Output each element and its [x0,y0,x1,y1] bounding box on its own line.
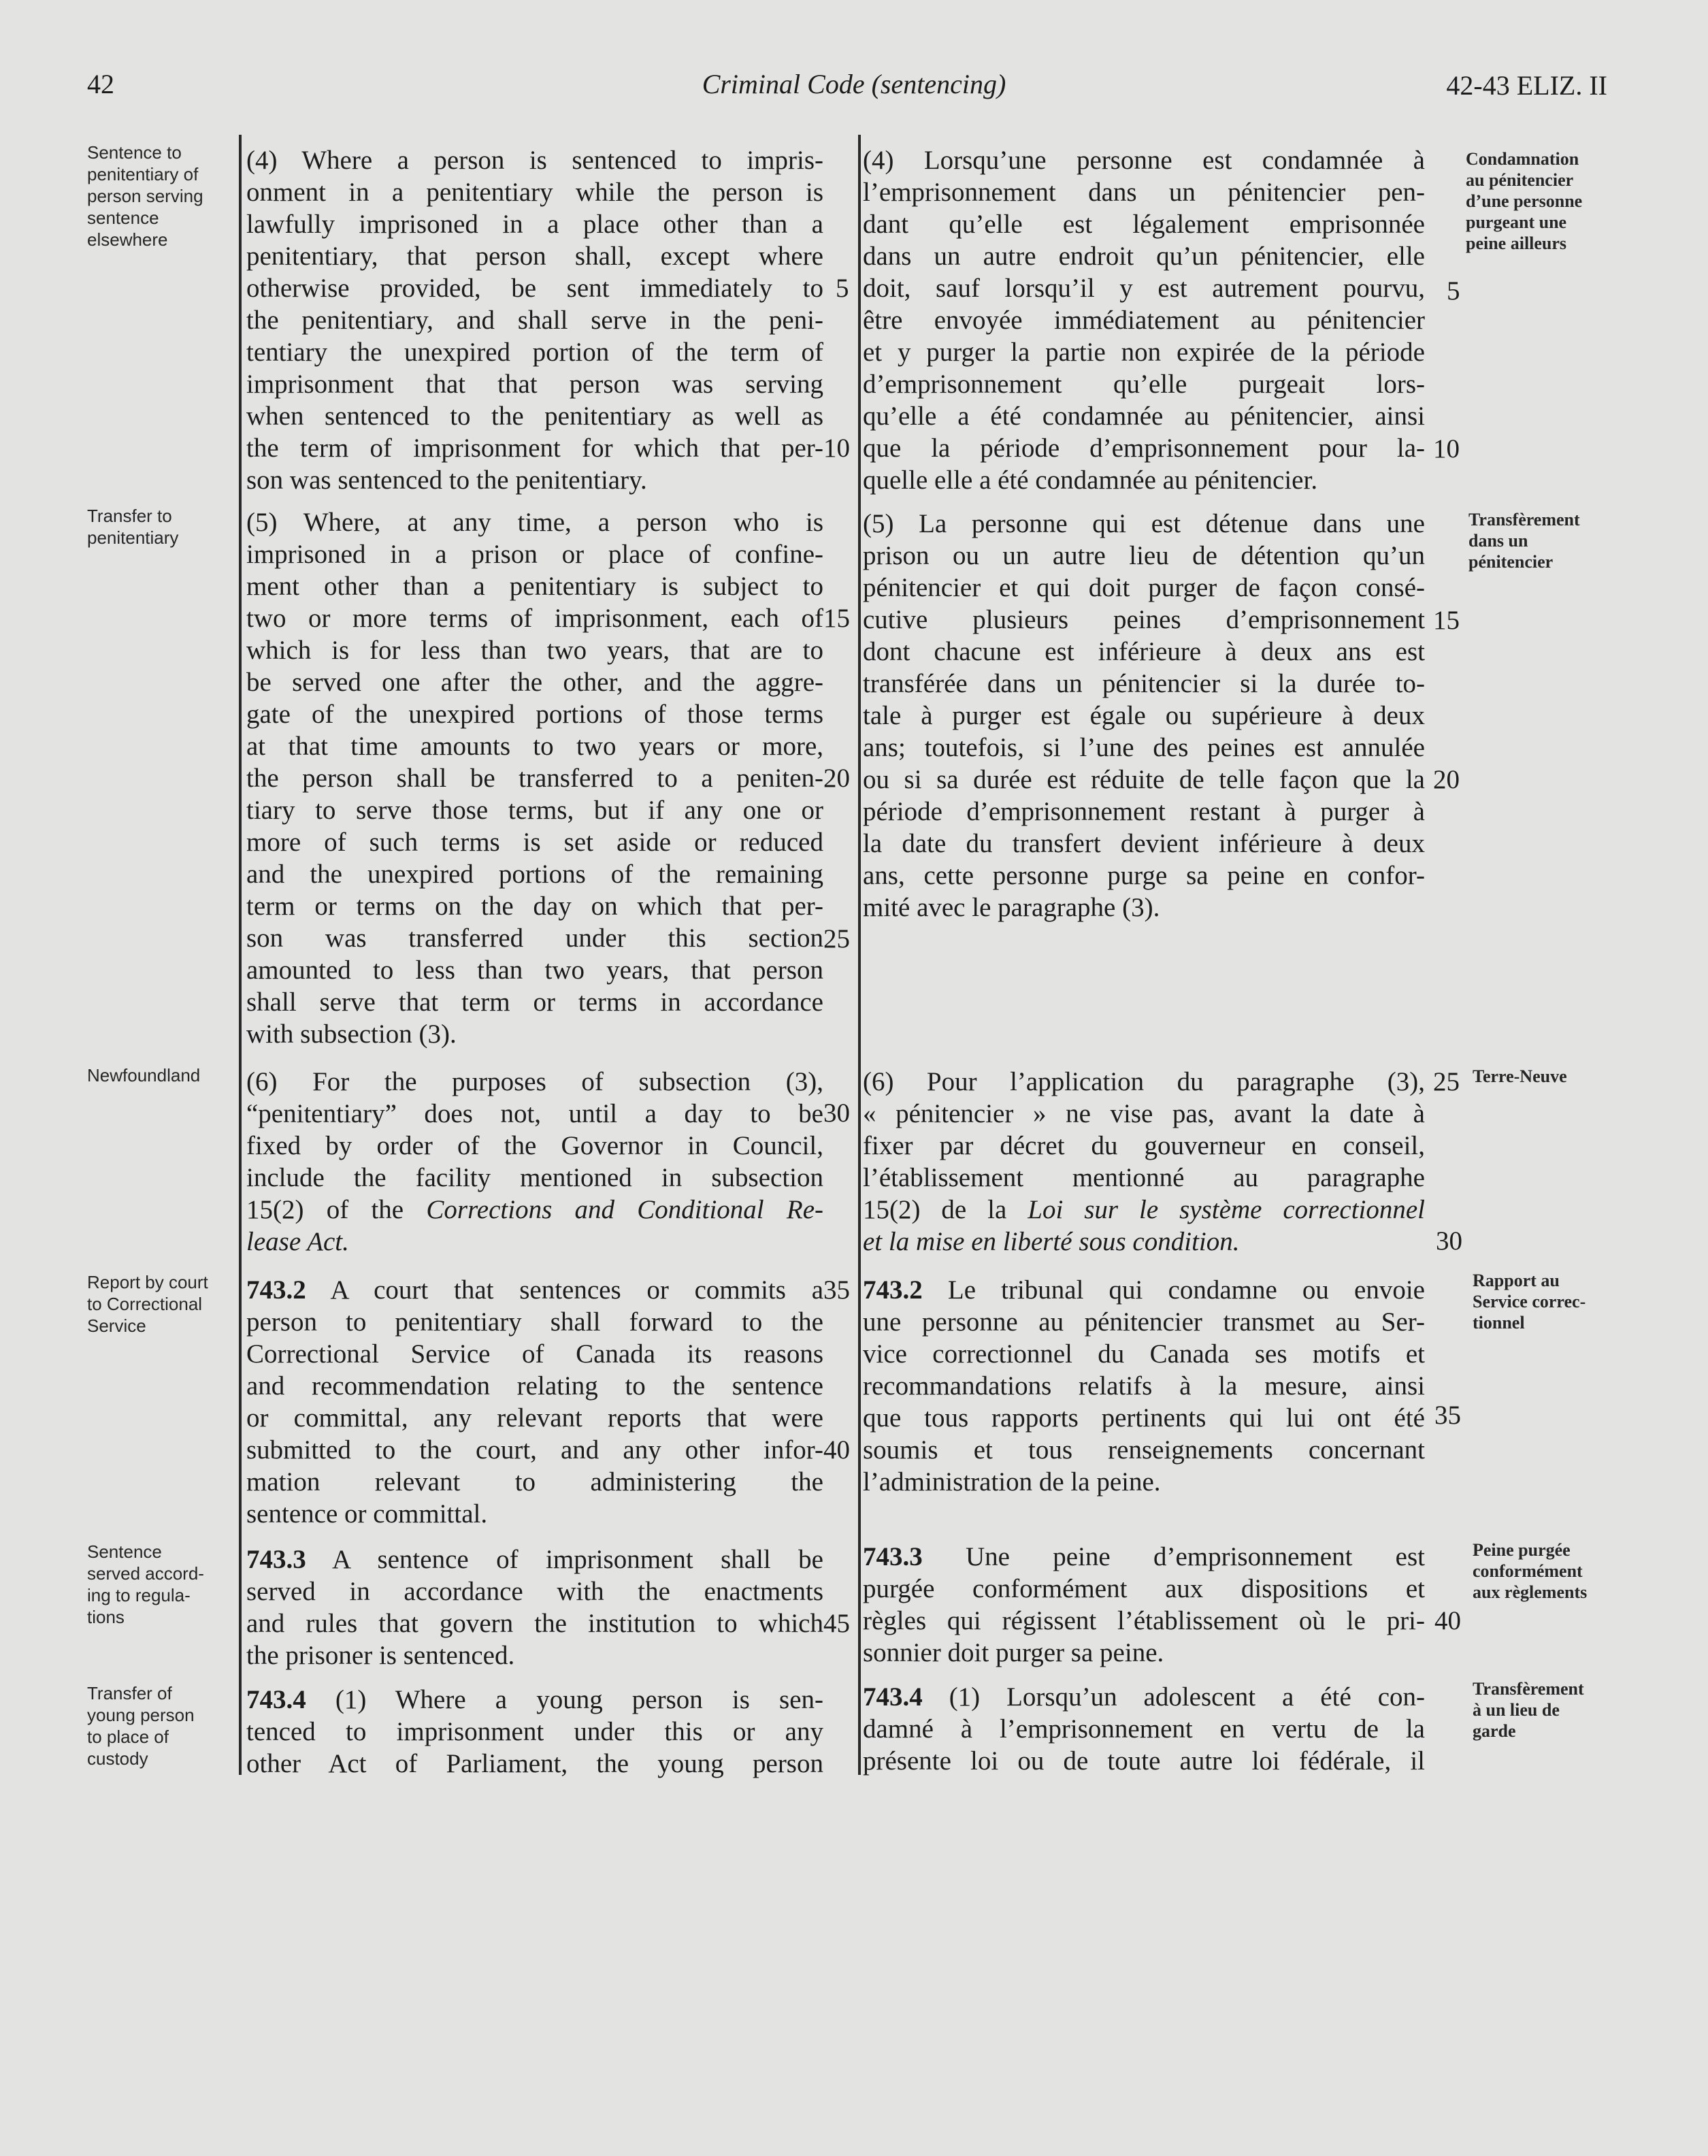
text-line: être envoyée immédiatement au pénitencier [863,306,1425,335]
text-line: tale à purger est égale ou supérieure à deux [863,701,1425,730]
text-line: the penitentiary, and shall serve in the peni- [246,306,823,335]
text-line: penitentiary, that person shall, except where [246,242,823,271]
text-line: recommandations relatifs à la mesure, ainsi [863,1371,1425,1401]
line-number-fr: 5 [1447,276,1460,306]
text-line: other Act of Parliament, the young person [246,1749,823,1778]
text-fragment: A court that sentences or commits a [306,1275,823,1305]
text-line: tiary to serve those terms, but if any one or [246,796,823,825]
text-line: qu’elle a été condamnée au pénitencier, ainsi [863,402,1425,431]
text-line: and recommendation relating to the sentence [246,1371,823,1401]
section-number: 743.3 [863,1542,923,1571]
page-header [0,68,1708,109]
en-section-743-3 [246,1544,823,1671]
fr-subsection-6 [863,1066,1425,1258]
text-line: (4) Lorsqu’une personne est condamnée à [863,146,1425,175]
line-number-fr: 30 [1436,1226,1462,1256]
text-line: (6) For the purposes of subsection (3), [246,1067,823,1096]
text-line: d’emprisonnement qu’elle purgeait lors- [863,370,1425,399]
act-title-italic: Corrections and Conditional Re- [426,1195,824,1224]
text-line: règles qui régissent l’établissement où le pri- [863,1606,1425,1635]
text-line: fixed by order of the Governor in Council, [246,1131,823,1160]
margin-note-en-3: Newfoundland [87,1065,201,1085]
text-line: two or more terms of imprisonment, each of [246,604,823,633]
text-line: with subsection (3). [246,1019,457,1049]
text-line: (6) Pour l’application du paragraphe (3), [863,1067,1425,1096]
fr-subsection-4 [863,144,1425,496]
text-line: served in accordance with the enactments [246,1577,823,1606]
text-line: purgée conformément aux dispositions et [863,1574,1425,1603]
text-fragment: 15(2) de la [863,1195,1007,1224]
text-line: and rules that govern the institution to which [246,1609,823,1638]
text-line: imprisoned in a prison or place of confine- [246,540,823,569]
margin-note-fr-5: Peine purgée conformément aux règlements [1473,1540,1588,1602]
text-line: gate of the unexpired portions of those terms [246,700,823,729]
text-line [863,1681,1425,1713]
line-number-fr: 25 [1433,1067,1460,1096]
text-line: amounted to less than two years, that person [246,956,823,985]
section-number: 743.4 [246,1685,306,1714]
text-line: l’établissement mentionné au paragraphe [863,1163,1425,1192]
margin-note-fr-6: Transfèrement à un lieu de garde [1473,1679,1584,1741]
line-number-en: 35 [823,1275,850,1305]
text-line: sentence or committal. [246,1499,488,1529]
text-line: include the facility mentioned in subsection [246,1163,823,1192]
margin-note-fr-4: Rapport au Service correc- tionnel [1473,1271,1586,1333]
text-line: soumis et tous renseignements concernant [863,1435,1425,1465]
margin-note-fr-1: Condamnation au pénitencier d’une personne purgeant une peine ailleurs [1466,149,1583,253]
line-number-fr: 20 [1433,765,1460,794]
line-number-en: 25 [823,924,850,953]
line-number-en: 15 [823,604,850,633]
text-line: which is for less than two years, that are to [246,636,823,665]
text-line [246,1226,823,1258]
margin-note-en-1: Sentence to penitentiary of person serving sentence elsewhere [87,142,203,250]
text-line: ans; toutefois, si l’une des peines est annulée [863,733,1425,762]
line-number-fr: 35 [1434,1401,1461,1430]
text-line: shall serve that term or terms in accordance [246,987,823,1017]
margin-note-fr-3: Terre-Neuve [1473,1066,1567,1086]
fr-section-743-4 [863,1681,1425,1777]
text-line: “penitentiary” does not, until a day to be [246,1099,823,1128]
page-number: 42 [87,69,114,99]
text-line: more of such terms is set aside or reduced [246,828,823,857]
text-line [246,1274,823,1306]
text-line: prison ou un autre lieu de détention qu’un [863,541,1425,570]
line-number-en: 40 [823,1435,850,1465]
text-fragment: (1) Lorsqu’un adolescent a été con- [922,1682,1425,1712]
left-column-rule [239,135,242,1775]
text-line: the prisoner is sentenced. [246,1641,515,1670]
text-line: Correctional Service of Canada its reasons [246,1339,823,1369]
text-line: l’administration de la peine. [863,1467,1161,1497]
text-line: dant qu’elle est légalement emprisonnée [863,210,1425,239]
center-column-rule [858,135,861,1775]
text-line: que la période d’emprisonnement pour la- [863,434,1425,463]
text-line: and the unexpired portions of the remaining [246,860,823,889]
text-line: vice correctionnel du Canada ses motifs et [863,1339,1425,1369]
en-section-743-4 [246,1684,823,1780]
regnal-year: 42-43 ELIZ. II [1446,70,1607,101]
text-line: onment in a penitentiary while the person is [246,178,823,207]
line-number-fr: 10 [1433,434,1460,463]
text-line: dont chacune est inférieure à deux ans est [863,637,1425,666]
en-section-743-2 [246,1274,823,1530]
section-number: 743.2 [246,1275,306,1305]
text-line: tentiary the unexpired portion of the term of [246,338,823,367]
text-line: pénitencier et qui doit purger de façon consé- [863,573,1425,602]
fr-section-743-3 [863,1541,1425,1669]
margin-note-en-4: Report by court to Correctional Service [87,1272,208,1336]
text-line: doit, sauf lorsqu’il y est autrement pourvu, [863,274,1425,303]
line-number-fr: 15 [1433,606,1460,635]
text-line [863,1541,1425,1573]
text-line: quelle elle a été condamnée au pénitencier. [863,466,1318,495]
line-number-en: 20 [823,764,850,793]
text-line: une personne au pénitencier transmet au Ser- [863,1307,1425,1337]
text-line: lawfully imprisoned in a place other than a [246,210,823,239]
text-fragment: A sentence of imprisonment shall be [306,1545,823,1574]
text-line: fixer par décret du gouverneur en conseil, [863,1131,1425,1160]
margin-note-en-6: Transfer of young person to place of custody [87,1683,195,1769]
en-subsection-5 [246,506,823,1050]
section-number: 743.2 [863,1275,923,1305]
text-line: person to penitentiary shall forward to the [246,1307,823,1337]
text-fragment: 15(2) of the [246,1195,404,1224]
text-line: (4) Where a person is sentenced to impris- [246,146,823,175]
line-number-en: 45 [823,1609,850,1638]
text-fragment: Le tribunal qui condamne ou envoie [922,1275,1425,1305]
text-line: l’emprisonnement dans un pénitencier pen- [863,178,1425,207]
text-line: dans un autre endroit qu’un pénitencier, elle [863,242,1425,271]
text-line: (5) La personne qui est détenue dans une [863,509,1425,538]
text-line [863,1194,1425,1226]
text-line: (5) Where, at any time, a person who is [246,508,823,537]
section-number: 743.3 [246,1545,306,1574]
text-line: or committal, any relevant reports that were [246,1403,823,1433]
text-line: période d’emprisonnement restant à purger à [863,797,1425,826]
text-line [246,1194,823,1226]
text-line: cutive plusieurs peines d’emprisonnement [863,605,1425,634]
text-line: damné à l’emprisonnement en vertu de la [863,1714,1425,1744]
text-line: mité avec le paragraphe (3). [863,893,1160,922]
text-line: the person shall be transferred to a peniten- [246,764,823,793]
text-line: et y purger la partie non expirée de la période [863,338,1425,367]
text-line: son was transferred under this section [246,924,823,953]
text-line: ans, cette personne purge sa peine en confor- [863,861,1425,890]
act-title-italic: Loi sur le système correctionnel [1028,1195,1426,1224]
text-line [863,1226,1425,1258]
margin-note-en-2: Transfer to penitentiary [87,506,179,548]
text-line: otherwise provided, be sent immediately to [246,274,823,303]
text-line: transférée dans un pénitencier si la durée to- [863,669,1425,698]
act-title-italic: lease Act. [246,1227,349,1256]
text-line: ment other than a penitentiary is subject to [246,572,823,601]
text-line [863,1274,1425,1306]
line-number-en: 30 [823,1098,850,1128]
text-line: tenced to imprisonment under this or any [246,1717,823,1746]
text-line: « pénitencier » ne vise pas, avant la date à [863,1099,1425,1128]
text-line: imprisonment that that person was serving [246,370,823,399]
text-line: submitted to the court, and any other infor- [246,1435,823,1465]
text-line [246,1684,823,1716]
en-subsection-6 [246,1066,823,1258]
text-line: the term of imprisonment for which that per- [246,434,823,463]
text-fragment: (1) Where a young person is sen- [306,1685,823,1714]
running-title: Criminal Code (sentencing) [702,69,1006,99]
text-line: be served one after the other, and the aggre- [246,668,823,697]
text-line: ou si sa durée est réduite de telle façon que la [863,765,1425,794]
text-line: mation relevant to administering the [246,1467,823,1497]
section-number: 743.4 [863,1682,923,1712]
text-line: son was sentenced to the penitentiary. [246,466,647,495]
text-line: at that time amounts to two years or more, [246,732,823,761]
text-line: sonnier doit purger sa peine. [863,1638,1164,1667]
margin-note-fr-2: Transfèrement dans un pénitencier [1468,510,1580,572]
line-number-en: 5 [836,274,849,303]
text-line: term or terms on the day on which that per- [246,892,823,921]
text-fragment: Une peine d’emprisonnement est [922,1542,1425,1571]
margin-note-en-5: Sentence served accord- ing to regula- tions [87,1541,204,1627]
text-line: que tous rapports pertinents qui lui ont été [863,1403,1425,1433]
text-line: when sentenced to the penitentiary as well as [246,402,823,431]
text-line [246,1544,823,1575]
line-number-fr: 40 [1434,1606,1461,1635]
text-line: la date du transfert devient inférieure à deux [863,829,1425,858]
fr-subsection-5 [863,508,1425,924]
fr-section-743-2 [863,1274,1425,1498]
text-line: présente loi ou de toute autre loi fédérale, il [863,1746,1425,1776]
line-number-en: 10 [823,434,850,463]
act-title-italic: et la mise en liberté sous condition. [863,1227,1240,1256]
en-subsection-4 [246,144,823,496]
